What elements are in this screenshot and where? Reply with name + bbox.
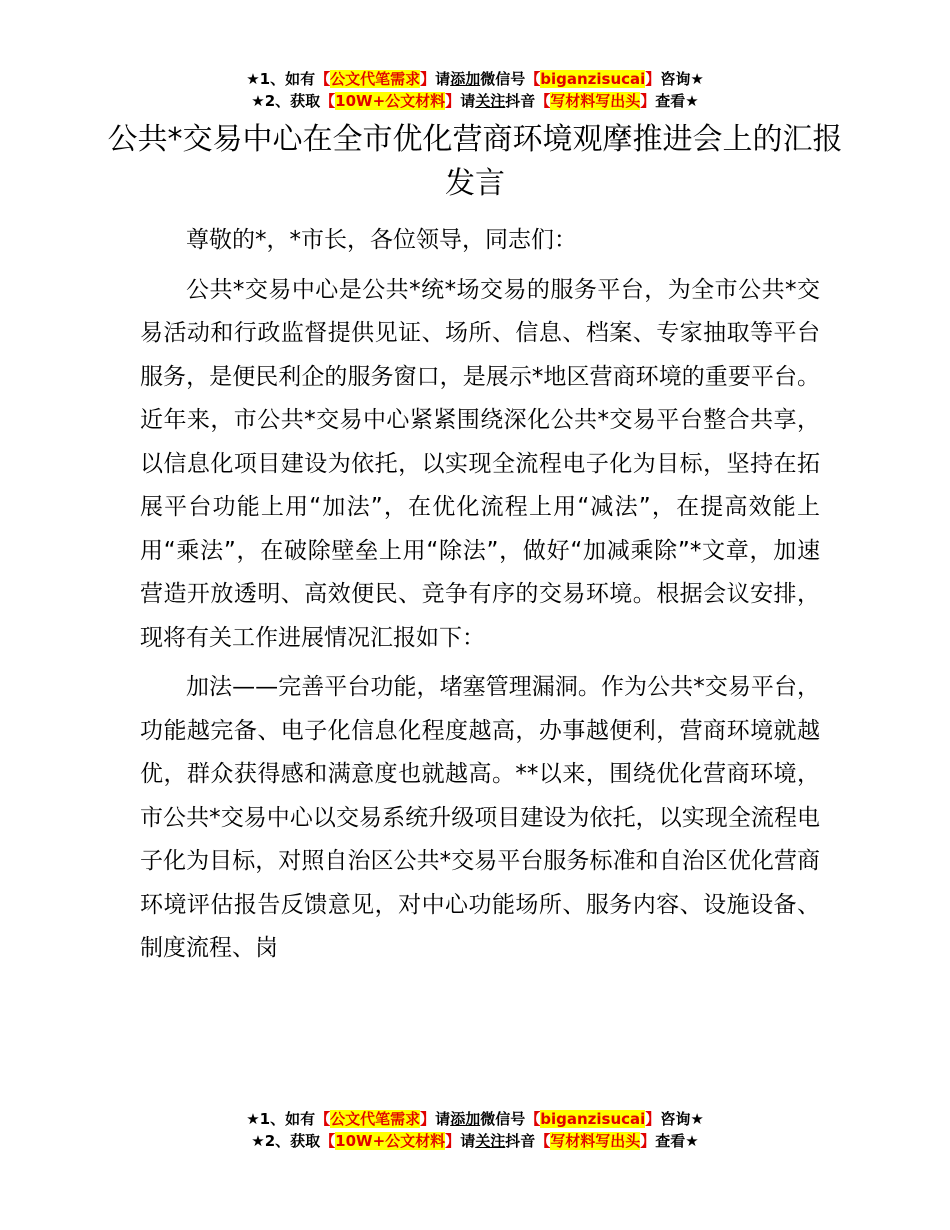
promo-text: 抖音: [505, 1132, 536, 1150]
promo-text: 请: [435, 1110, 451, 1128]
promo-line-1: [0, 1108, 950, 1130]
promo-banner-bottom: [0, 1108, 950, 1152]
highlight-text: 公文代笔需求: [330, 70, 421, 88]
promo-text: 请: [460, 92, 476, 110]
promo-text: ★1、如有: [246, 70, 316, 88]
promo-text: 微信号: [480, 1110, 526, 1128]
douyin-account: 写材料写出头: [550, 92, 641, 110]
promo-text: 抖音: [505, 92, 536, 110]
promo-text: ★2、获取: [251, 1132, 321, 1150]
promo-text: 请: [460, 1132, 476, 1150]
bracket: 】: [445, 1132, 461, 1150]
bracket: 【: [320, 92, 336, 110]
promo-text: 咨询★: [660, 70, 704, 88]
promo-line-2: [0, 1130, 950, 1152]
bracket: 】: [645, 1110, 661, 1128]
wechat-id: biganzisucai: [540, 1110, 646, 1128]
promo-text: ★2、获取: [251, 92, 321, 110]
bracket: 】: [420, 70, 436, 88]
underlined-text: 关注: [475, 92, 506, 110]
paragraph: 公共*交易中心是公共*统*场交易的服务平台，为全市公共*交易活动和行政监督提供见证、场所、信息、档案、专家抽取等平台服务，是便民利企的服务窗口，是展示*地区营商环境的重要平台。近年来，市公共*交易中心紧紧围绕深化公共*交易平台整合共享，以信息化项目建设为依托，以实现全流程电子化为目标，坚持在拓展平台功能上用“加法”，在优化流程上用“减法”，在提高效能上用“乘法”，在破除壁垒上用“除法”，做好“加减乘除”*文章，加速营造开放透明、高效便民、竞争有序的交易环境。根据会议安排，现将有关工作进展情况汇报如下：: [140, 276, 820, 651]
bracket: 】: [640, 1132, 656, 1150]
bracket: 【: [535, 1132, 551, 1150]
highlight-text: 10W+公文材料: [335, 92, 446, 110]
douyin-account: 写材料写出头: [550, 1132, 641, 1150]
promo-text: 请: [435, 70, 451, 88]
bracket: 【: [320, 1132, 336, 1150]
underlined-text: 添加: [450, 1110, 481, 1128]
promo-text: 微信号: [480, 70, 526, 88]
highlight-text: 公文代笔需求: [330, 1110, 421, 1128]
underlined-text: 添加: [450, 70, 481, 88]
highlight-text: 10W+公文材料: [335, 1132, 446, 1150]
salutation: 尊敬的*，*市长，各位领导，同志们：: [186, 227, 577, 253]
promo-text: 咨询★: [660, 1110, 704, 1128]
promo-text: 查看★: [655, 1132, 699, 1150]
promo-banner-top: [0, 68, 950, 112]
bracket: 【: [535, 92, 551, 110]
wechat-id: biganzisucai: [540, 70, 646, 88]
bracket: 】: [640, 92, 656, 110]
promo-text: 查看★: [655, 92, 699, 110]
promo-text: ★1、如有: [246, 1110, 316, 1128]
document-title: 公共*交易中心在全市优化营商环境观摩推进会上的汇报发言: [107, 122, 843, 201]
bracket: 【: [315, 1110, 331, 1128]
bracket: 】: [420, 1110, 436, 1128]
document-body: [140, 219, 820, 971]
bracket: 】: [445, 92, 461, 110]
bracket: 【: [525, 1110, 541, 1128]
promo-line-2: [0, 90, 950, 112]
bracket: 】: [645, 70, 661, 88]
bracket: 【: [315, 70, 331, 88]
paragraph: 加法——完善平台功能，堵塞管理漏洞。作为公共*交易平台，功能越完备、电子化信息化程度越高，办事越便利，营商环境就越优，群众获得感和满意度也就越高。**以来，围绕优化营商环境，市公共*交易中心以交易系统升级项目建设为依托，以实现全流程电子化为目标，对照自治区公共*交易平台服务标准和自治区优化营商环境评估报告反馈意见，对中心功能场所、服务内容、设施设备、制度流程、岗: [140, 674, 820, 961]
underlined-text: 关注: [475, 1132, 506, 1150]
bracket: 【: [525, 70, 541, 88]
promo-line-1: [0, 68, 950, 90]
